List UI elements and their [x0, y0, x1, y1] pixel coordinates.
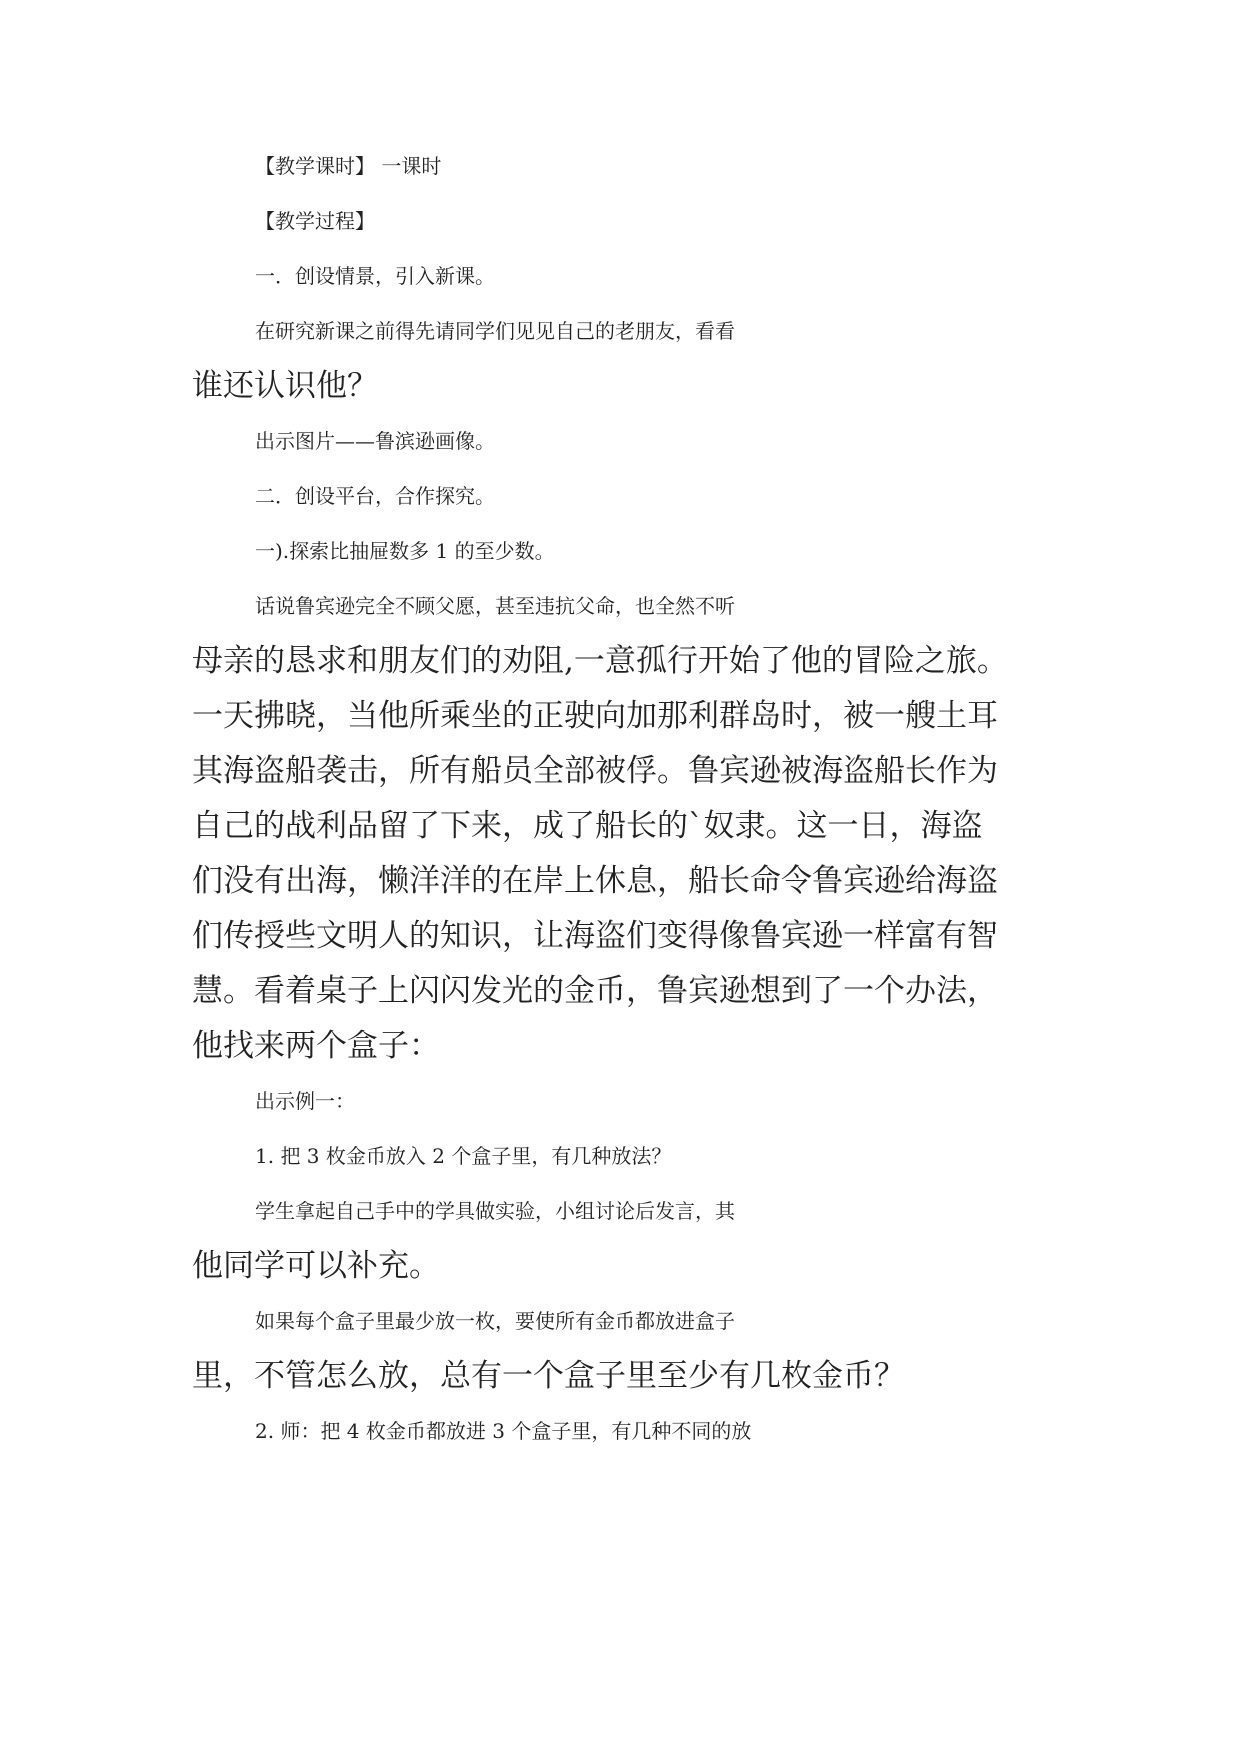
text-line: 们没有出海，懒洋洋的在岸上休息，船长命令鲁宾逊给海盗 [192, 863, 998, 899]
text-line: 其海盗船袭击，所有船员全部被俘。鲁宾逊被海盗船长作为 [192, 753, 998, 789]
text-line: 话说鲁宾逊完全不顾父愿，甚至违抗父命，也全然不听 [255, 594, 735, 618]
text-line: 一天拂晓，当他所乘坐的正驶向加那利群岛时，被一艘土耳 [192, 698, 998, 734]
text-line: 1. 把 3 枚金币放入 2 个盒子里，有几种放法？ [255, 1144, 672, 1168]
text-line: 二．创设平台，合作探究。 [255, 484, 495, 508]
text-line: 出示例一： [255, 1089, 355, 1113]
text-line: 谁还认识他？ [192, 368, 378, 404]
text-line: 【教学课时】 一课时 [255, 154, 442, 178]
text-line: 们传授些文明人的知识，让海盗们变得像鲁宾逊一样富有智 [192, 918, 998, 954]
text-line: 慧。看着桌子上闪闪发光的金币，鲁宾逊想到了一个办法， [192, 973, 998, 1009]
text-line: 里，不管怎么放，总有一个盒子里至少有几枚金币？ [192, 1358, 905, 1394]
text-line: 他同学可以补充。 [192, 1248, 440, 1284]
text-line: 一．创设情景，引入新课。 [255, 264, 495, 288]
text-line: 母亲的恳求和朋友们的劝阻,一意孤行开始了他的冒险之旅。 [192, 643, 1008, 679]
text-line: 【教学过程】 [255, 209, 375, 233]
text-line: 一).探索比抽屉数多 1 的至少数。 [255, 539, 555, 563]
text-line: 2. 师：把 4 枚金币都放进 3 个盒子里，有几种不同的放 [255, 1419, 752, 1443]
text-line: 出示图片——鲁滨逊画像。 [255, 429, 495, 453]
text-line: 如果每个盒子里最少放一枚，要使所有金币都放进盒子 [255, 1309, 735, 1333]
text-line: 他找来两个盒子： [192, 1028, 440, 1064]
text-line: 自己的战利品留了下来，成了船长的`奴隶。这一日，海盗 [192, 808, 983, 844]
text-line: 在研究新课之前得先请同学们见见自己的老朋友，看看 [255, 319, 735, 343]
text-line: 学生拿起自己手中的学具做实验，小组讨论后发言，其 [255, 1199, 735, 1223]
